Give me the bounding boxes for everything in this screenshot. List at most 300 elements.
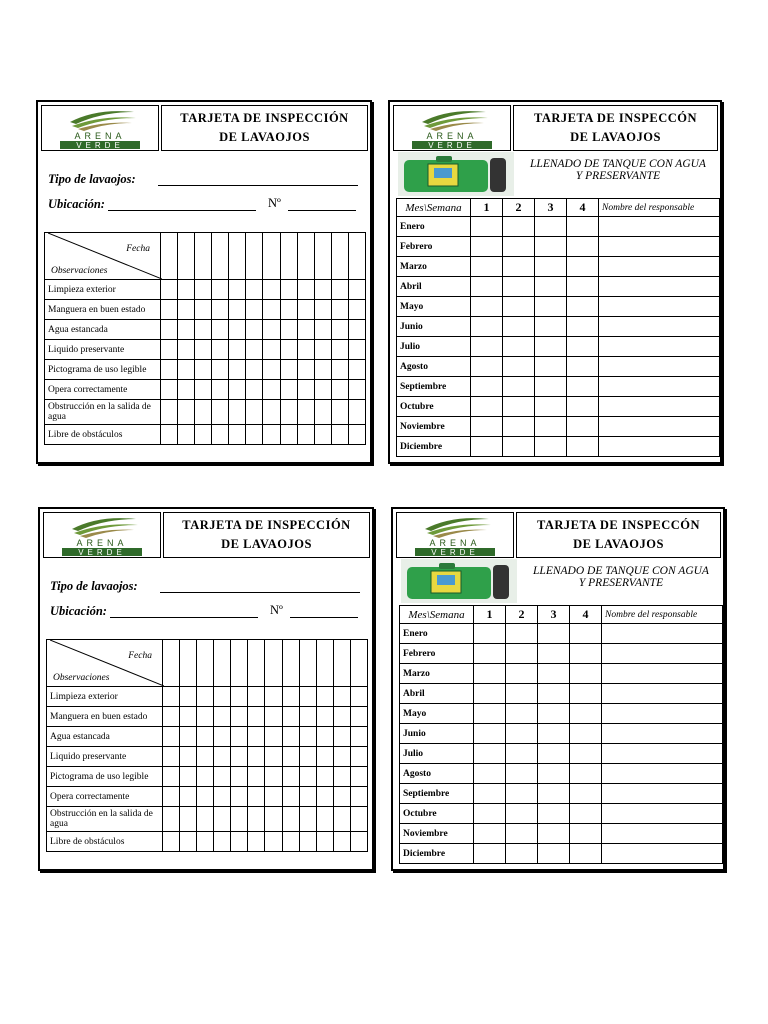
week-check-cell[interactable] [538, 844, 570, 864]
check-cell[interactable] [195, 280, 212, 300]
check-cell[interactable] [350, 747, 367, 767]
check-cell[interactable] [229, 300, 246, 320]
check-cell[interactable] [263, 380, 280, 400]
week-check-cell[interactable] [471, 417, 503, 437]
check-cell[interactable] [331, 380, 348, 400]
check-cell[interactable] [161, 425, 178, 445]
week-check-cell[interactable] [474, 704, 506, 724]
check-cell[interactable] [350, 707, 367, 727]
date-header-cell[interactable] [350, 640, 367, 687]
check-cell[interactable] [180, 687, 197, 707]
check-cell[interactable] [231, 807, 248, 832]
check-cell[interactable] [331, 340, 348, 360]
responsable-cell[interactable] [602, 724, 723, 744]
date-header-cell[interactable] [314, 233, 331, 280]
responsable-cell[interactable] [599, 417, 720, 437]
week-check-cell[interactable] [567, 437, 599, 457]
check-cell[interactable] [248, 727, 265, 747]
week-check-cell[interactable] [570, 644, 602, 664]
date-header-cell[interactable] [180, 640, 197, 687]
responsable-cell[interactable] [599, 257, 720, 277]
week-check-cell[interactable] [570, 824, 602, 844]
week-check-cell[interactable] [538, 664, 570, 684]
check-cell[interactable] [314, 380, 331, 400]
ubicacion-input-line[interactable] [108, 210, 256, 211]
check-cell[interactable] [316, 767, 333, 787]
week-check-cell[interactable] [567, 317, 599, 337]
check-cell[interactable] [265, 707, 282, 727]
check-cell[interactable] [265, 747, 282, 767]
check-cell[interactable] [280, 300, 297, 320]
check-cell[interactable] [212, 425, 229, 445]
check-cell[interactable] [178, 300, 195, 320]
responsable-cell[interactable] [599, 357, 720, 377]
week-check-cell[interactable] [535, 257, 567, 277]
check-cell[interactable] [265, 807, 282, 832]
check-cell[interactable] [248, 707, 265, 727]
responsable-cell[interactable] [602, 784, 723, 804]
check-cell[interactable] [163, 832, 180, 852]
week-check-cell[interactable] [570, 784, 602, 804]
week-check-cell[interactable] [570, 844, 602, 864]
check-cell[interactable] [178, 425, 195, 445]
check-cell[interactable] [297, 300, 314, 320]
check-cell[interactable] [333, 807, 350, 832]
week-check-cell[interactable] [570, 664, 602, 684]
check-cell[interactable] [248, 747, 265, 767]
check-cell[interactable] [231, 707, 248, 727]
week-check-cell[interactable] [506, 764, 538, 784]
check-cell[interactable] [231, 767, 248, 787]
week-check-cell[interactable] [538, 804, 570, 824]
check-cell[interactable] [282, 787, 299, 807]
check-cell[interactable] [163, 787, 180, 807]
week-check-cell[interactable] [567, 357, 599, 377]
check-cell[interactable] [197, 807, 214, 832]
check-cell[interactable] [214, 747, 231, 767]
week-check-cell[interactable] [538, 644, 570, 664]
check-cell[interactable] [297, 320, 314, 340]
check-cell[interactable] [348, 320, 365, 340]
date-header-cell[interactable] [299, 640, 316, 687]
week-check-cell[interactable] [538, 704, 570, 724]
week-check-cell[interactable] [503, 437, 535, 457]
responsable-cell[interactable] [599, 237, 720, 257]
check-cell[interactable] [229, 320, 246, 340]
check-cell[interactable] [178, 400, 195, 425]
date-header-cell[interactable] [246, 233, 263, 280]
check-cell[interactable] [265, 727, 282, 747]
check-cell[interactable] [265, 687, 282, 707]
date-header-cell[interactable] [214, 640, 231, 687]
check-cell[interactable] [348, 280, 365, 300]
responsable-cell[interactable] [602, 684, 723, 704]
check-cell[interactable] [161, 320, 178, 340]
week-check-cell[interactable] [535, 357, 567, 377]
week-check-cell[interactable] [538, 684, 570, 704]
check-cell[interactable] [229, 340, 246, 360]
responsable-cell[interactable] [599, 277, 720, 297]
date-header-cell[interactable] [316, 640, 333, 687]
week-check-cell[interactable] [503, 417, 535, 437]
date-header-cell[interactable] [282, 640, 299, 687]
check-cell[interactable] [246, 280, 263, 300]
week-check-cell[interactable] [474, 684, 506, 704]
check-cell[interactable] [280, 380, 297, 400]
check-cell[interactable] [163, 767, 180, 787]
check-cell[interactable] [316, 727, 333, 747]
week-check-cell[interactable] [506, 624, 538, 644]
week-check-cell[interactable] [506, 724, 538, 744]
week-check-cell[interactable] [503, 337, 535, 357]
check-cell[interactable] [212, 400, 229, 425]
check-cell[interactable] [282, 727, 299, 747]
check-cell[interactable] [161, 280, 178, 300]
week-check-cell[interactable] [567, 257, 599, 277]
check-cell[interactable] [163, 807, 180, 832]
week-check-cell[interactable] [471, 337, 503, 357]
check-cell[interactable] [248, 767, 265, 787]
responsable-cell[interactable] [599, 397, 720, 417]
week-check-cell[interactable] [506, 664, 538, 684]
check-cell[interactable] [163, 707, 180, 727]
check-cell[interactable] [299, 747, 316, 767]
check-cell[interactable] [314, 280, 331, 300]
check-cell[interactable] [331, 280, 348, 300]
week-check-cell[interactable] [567, 337, 599, 357]
date-header-cell[interactable] [333, 640, 350, 687]
check-cell[interactable] [195, 300, 212, 320]
check-cell[interactable] [263, 400, 280, 425]
check-cell[interactable] [246, 300, 263, 320]
check-cell[interactable] [212, 340, 229, 360]
check-cell[interactable] [229, 280, 246, 300]
check-cell[interactable] [246, 340, 263, 360]
week-check-cell[interactable] [506, 644, 538, 664]
numero-input-line[interactable] [290, 617, 358, 618]
week-check-cell[interactable] [474, 744, 506, 764]
responsable-cell[interactable] [602, 644, 723, 664]
check-cell[interactable] [299, 767, 316, 787]
check-cell[interactable] [314, 425, 331, 445]
week-check-cell[interactable] [506, 824, 538, 844]
check-cell[interactable] [348, 340, 365, 360]
check-cell[interactable] [180, 767, 197, 787]
check-cell[interactable] [161, 400, 178, 425]
check-cell[interactable] [214, 687, 231, 707]
responsable-cell[interactable] [602, 764, 723, 784]
check-cell[interactable] [333, 747, 350, 767]
week-check-cell[interactable] [535, 437, 567, 457]
check-cell[interactable] [161, 360, 178, 380]
check-cell[interactable] [280, 425, 297, 445]
check-cell[interactable] [299, 687, 316, 707]
check-cell[interactable] [297, 425, 314, 445]
check-cell[interactable] [297, 400, 314, 425]
date-header-cell[interactable] [297, 233, 314, 280]
week-check-cell[interactable] [535, 397, 567, 417]
week-check-cell[interactable] [471, 237, 503, 257]
check-cell[interactable] [161, 300, 178, 320]
check-cell[interactable] [229, 400, 246, 425]
week-check-cell[interactable] [503, 257, 535, 277]
check-cell[interactable] [161, 380, 178, 400]
check-cell[interactable] [248, 687, 265, 707]
tipo-input-line[interactable] [160, 592, 360, 593]
week-check-cell[interactable] [570, 804, 602, 824]
check-cell[interactable] [163, 727, 180, 747]
ubicacion-input-line[interactable] [110, 617, 258, 618]
check-cell[interactable] [263, 425, 280, 445]
week-check-cell[interactable] [503, 237, 535, 257]
check-cell[interactable] [197, 687, 214, 707]
check-cell[interactable] [331, 360, 348, 380]
check-cell[interactable] [178, 380, 195, 400]
check-cell[interactable] [195, 340, 212, 360]
check-cell[interactable] [214, 807, 231, 832]
date-header-cell[interactable] [195, 233, 212, 280]
date-header-cell[interactable] [263, 233, 280, 280]
tipo-input-line[interactable] [158, 185, 358, 186]
week-check-cell[interactable] [503, 377, 535, 397]
check-cell[interactable] [314, 300, 331, 320]
check-cell[interactable] [280, 280, 297, 300]
check-cell[interactable] [314, 320, 331, 340]
check-cell[interactable] [350, 807, 367, 832]
date-header-cell[interactable] [212, 233, 229, 280]
week-check-cell[interactable] [503, 277, 535, 297]
check-cell[interactable] [350, 787, 367, 807]
check-cell[interactable] [333, 687, 350, 707]
check-cell[interactable] [197, 832, 214, 852]
check-cell[interactable] [297, 340, 314, 360]
check-cell[interactable] [195, 400, 212, 425]
responsable-cell[interactable] [599, 377, 720, 397]
week-check-cell[interactable] [506, 684, 538, 704]
check-cell[interactable] [197, 747, 214, 767]
check-cell[interactable] [348, 380, 365, 400]
week-check-cell[interactable] [535, 297, 567, 317]
check-cell[interactable] [231, 727, 248, 747]
check-cell[interactable] [214, 767, 231, 787]
date-header-cell[interactable] [280, 233, 297, 280]
check-cell[interactable] [161, 340, 178, 360]
responsable-cell[interactable] [599, 297, 720, 317]
responsable-cell[interactable] [602, 804, 723, 824]
check-cell[interactable] [197, 727, 214, 747]
week-check-cell[interactable] [538, 784, 570, 804]
check-cell[interactable] [280, 320, 297, 340]
check-cell[interactable] [178, 320, 195, 340]
date-header-cell[interactable] [231, 640, 248, 687]
week-check-cell[interactable] [570, 624, 602, 644]
check-cell[interactable] [214, 707, 231, 727]
week-check-cell[interactable] [570, 684, 602, 704]
check-cell[interactable] [197, 707, 214, 727]
check-cell[interactable] [195, 380, 212, 400]
check-cell[interactable] [214, 727, 231, 747]
date-header-cell[interactable] [161, 233, 178, 280]
check-cell[interactable] [280, 360, 297, 380]
check-cell[interactable] [231, 787, 248, 807]
week-check-cell[interactable] [567, 377, 599, 397]
check-cell[interactable] [163, 747, 180, 767]
check-cell[interactable] [316, 687, 333, 707]
week-check-cell[interactable] [506, 804, 538, 824]
check-cell[interactable] [265, 767, 282, 787]
week-check-cell[interactable] [538, 764, 570, 784]
check-cell[interactable] [333, 787, 350, 807]
week-check-cell[interactable] [474, 724, 506, 744]
check-cell[interactable] [229, 360, 246, 380]
check-cell[interactable] [348, 400, 365, 425]
check-cell[interactable] [231, 687, 248, 707]
date-header-cell[interactable] [248, 640, 265, 687]
check-cell[interactable] [316, 707, 333, 727]
week-check-cell[interactable] [535, 417, 567, 437]
check-cell[interactable] [350, 767, 367, 787]
responsable-cell[interactable] [602, 704, 723, 724]
check-cell[interactable] [314, 400, 331, 425]
responsable-cell[interactable] [602, 844, 723, 864]
week-check-cell[interactable] [535, 337, 567, 357]
week-check-cell[interactable] [503, 297, 535, 317]
week-check-cell[interactable] [535, 377, 567, 397]
week-check-cell[interactable] [506, 844, 538, 864]
week-check-cell[interactable] [567, 217, 599, 237]
check-cell[interactable] [180, 807, 197, 832]
check-cell[interactable] [163, 687, 180, 707]
check-cell[interactable] [178, 280, 195, 300]
week-check-cell[interactable] [506, 744, 538, 764]
week-check-cell[interactable] [471, 297, 503, 317]
check-cell[interactable] [263, 360, 280, 380]
check-cell[interactable] [348, 300, 365, 320]
check-cell[interactable] [297, 380, 314, 400]
date-header-cell[interactable] [265, 640, 282, 687]
week-check-cell[interactable] [474, 824, 506, 844]
week-check-cell[interactable] [474, 804, 506, 824]
week-check-cell[interactable] [474, 844, 506, 864]
week-check-cell[interactable] [474, 784, 506, 804]
check-cell[interactable] [180, 727, 197, 747]
responsable-cell[interactable] [599, 317, 720, 337]
check-cell[interactable] [316, 832, 333, 852]
date-header-cell[interactable] [331, 233, 348, 280]
check-cell[interactable] [316, 787, 333, 807]
check-cell[interactable] [214, 787, 231, 807]
responsable-cell[interactable] [599, 437, 720, 457]
check-cell[interactable] [212, 360, 229, 380]
week-check-cell[interactable] [570, 704, 602, 724]
check-cell[interactable] [297, 280, 314, 300]
week-check-cell[interactable] [474, 624, 506, 644]
check-cell[interactable] [299, 787, 316, 807]
week-check-cell[interactable] [503, 217, 535, 237]
check-cell[interactable] [282, 832, 299, 852]
check-cell[interactable] [282, 807, 299, 832]
week-check-cell[interactable] [538, 824, 570, 844]
check-cell[interactable] [229, 380, 246, 400]
check-cell[interactable] [299, 832, 316, 852]
check-cell[interactable] [331, 300, 348, 320]
check-cell[interactable] [299, 707, 316, 727]
check-cell[interactable] [263, 340, 280, 360]
check-cell[interactable] [180, 707, 197, 727]
week-check-cell[interactable] [567, 397, 599, 417]
check-cell[interactable] [333, 707, 350, 727]
check-cell[interactable] [297, 360, 314, 380]
check-cell[interactable] [195, 320, 212, 340]
check-cell[interactable] [263, 300, 280, 320]
check-cell[interactable] [195, 425, 212, 445]
week-check-cell[interactable] [570, 744, 602, 764]
check-cell[interactable] [178, 360, 195, 380]
check-cell[interactable] [282, 767, 299, 787]
check-cell[interactable] [180, 787, 197, 807]
check-cell[interactable] [331, 400, 348, 425]
week-check-cell[interactable] [474, 664, 506, 684]
week-check-cell[interactable] [474, 644, 506, 664]
check-cell[interactable] [197, 787, 214, 807]
week-check-cell[interactable] [471, 437, 503, 457]
week-check-cell[interactable] [535, 217, 567, 237]
week-check-cell[interactable] [570, 764, 602, 784]
check-cell[interactable] [280, 400, 297, 425]
check-cell[interactable] [229, 425, 246, 445]
check-cell[interactable] [212, 280, 229, 300]
check-cell[interactable] [333, 767, 350, 787]
check-cell[interactable] [333, 727, 350, 747]
check-cell[interactable] [350, 832, 367, 852]
check-cell[interactable] [246, 360, 263, 380]
week-check-cell[interactable] [474, 764, 506, 784]
week-check-cell[interactable] [538, 724, 570, 744]
check-cell[interactable] [265, 787, 282, 807]
week-check-cell[interactable] [503, 397, 535, 417]
check-cell[interactable] [280, 340, 297, 360]
week-check-cell[interactable] [503, 317, 535, 337]
check-cell[interactable] [231, 832, 248, 852]
date-header-cell[interactable] [197, 640, 214, 687]
week-check-cell[interactable] [535, 237, 567, 257]
check-cell[interactable] [265, 832, 282, 852]
responsable-cell[interactable] [602, 624, 723, 644]
week-check-cell[interactable] [471, 357, 503, 377]
check-cell[interactable] [212, 320, 229, 340]
check-cell[interactable] [180, 832, 197, 852]
check-cell[interactable] [331, 425, 348, 445]
week-check-cell[interactable] [567, 417, 599, 437]
check-cell[interactable] [214, 832, 231, 852]
check-cell[interactable] [314, 360, 331, 380]
check-cell[interactable] [248, 832, 265, 852]
check-cell[interactable] [299, 807, 316, 832]
check-cell[interactable] [348, 360, 365, 380]
check-cell[interactable] [263, 280, 280, 300]
check-cell[interactable] [333, 832, 350, 852]
responsable-cell[interactable] [599, 217, 720, 237]
week-check-cell[interactable] [471, 377, 503, 397]
check-cell[interactable] [299, 727, 316, 747]
week-check-cell[interactable] [506, 784, 538, 804]
check-cell[interactable] [231, 747, 248, 767]
check-cell[interactable] [248, 787, 265, 807]
check-cell[interactable] [212, 300, 229, 320]
responsable-cell[interactable] [602, 824, 723, 844]
week-check-cell[interactable] [506, 704, 538, 724]
week-check-cell[interactable] [471, 257, 503, 277]
